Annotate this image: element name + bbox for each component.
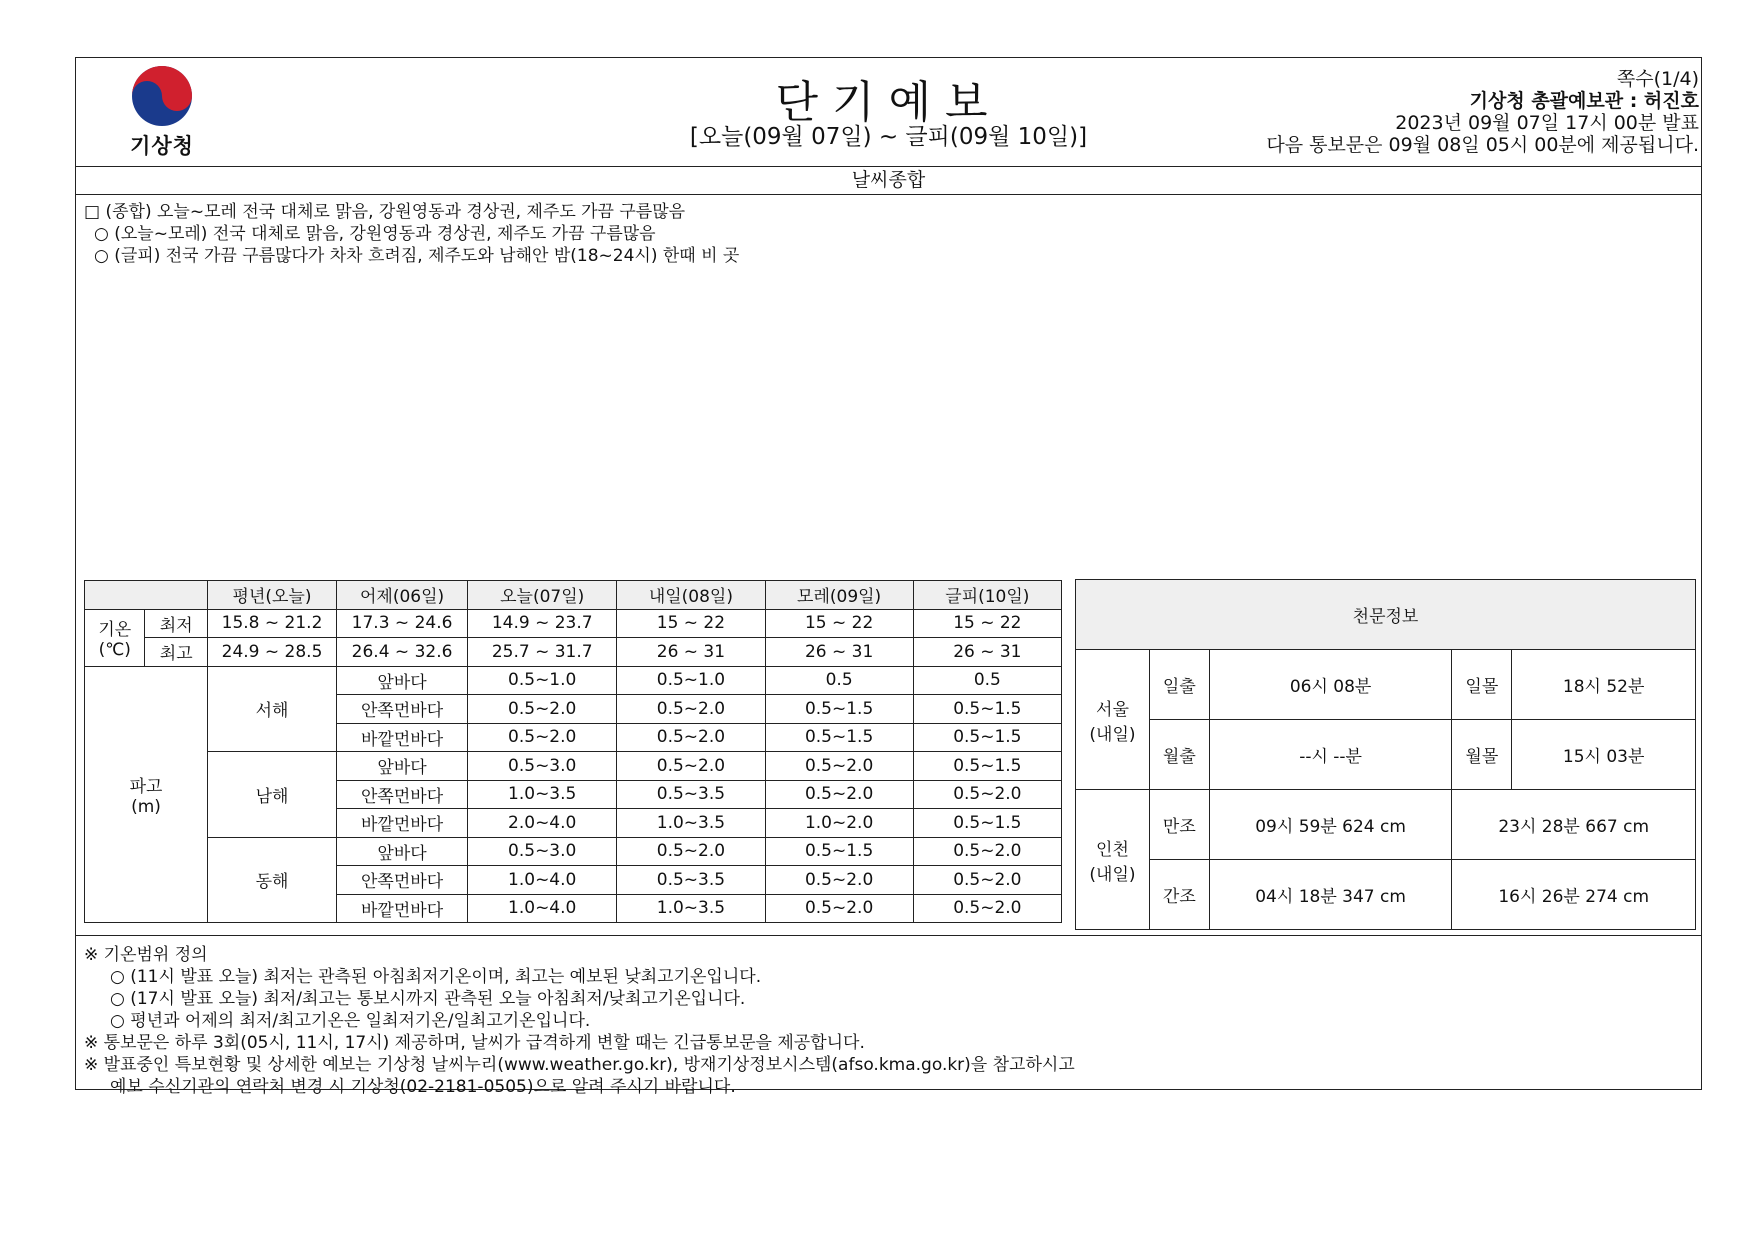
cell: 0.5~1.5 [765, 695, 913, 724]
document-frame [75, 57, 1702, 1097]
col-header: 평년(오늘) [207, 581, 336, 610]
table-row [85, 638, 1062, 667]
cell: 2.0~4.0 [468, 809, 617, 838]
zone-label: 안쪽먼바다 [337, 866, 468, 895]
table-header-row [85, 581, 1062, 610]
cell: 1.0~3.5 [617, 809, 765, 838]
low-tide-1: 04시 18분 347 cm [1209, 860, 1452, 930]
cell: 0.5~2.0 [765, 780, 913, 809]
summary-line: ○ (글피) 전국 가끔 구름많다가 차차 흐려짐, 제주도와 남해안 밤(18~24시) 한때 비 곳 [94, 246, 740, 266]
astro-table [1075, 579, 1696, 930]
zone-label: 앞바다 [337, 837, 468, 866]
page-subtitle: [오늘(09월 07일) ~ 글피(09월 10일)] [689, 124, 1088, 150]
issued-time: 2023년 09월 07일 17시 00분 발표 [1395, 112, 1699, 134]
cell: 1.0~4.0 [468, 894, 617, 923]
sea-name: 동해 [207, 837, 336, 923]
zone-label: 바깥먼바다 [337, 809, 468, 838]
wave-row [85, 752, 1062, 781]
cell: 14.9 ~ 23.7 [468, 609, 617, 638]
incheon-label: 인천 (내일) [1076, 790, 1150, 930]
cell: 0.5~2.0 [913, 894, 1061, 923]
cell: 26 ~ 31 [617, 638, 765, 667]
high-tide-2: 23시 28분 667 cm [1452, 790, 1696, 860]
cell: 1.0~3.5 [617, 894, 765, 923]
cell: 17.3 ~ 24.6 [337, 609, 468, 638]
temp-wave-table [84, 580, 1062, 923]
cell: 0.5~3.5 [617, 780, 765, 809]
cell: 26 ~ 31 [913, 638, 1061, 667]
cell: 0.5~3.0 [468, 837, 617, 866]
cell: 0.5~2.0 [765, 894, 913, 923]
page-title: 단기예보 [775, 77, 1002, 128]
cell: 0.5~2.0 [765, 752, 913, 781]
cell: 0.5~2.0 [617, 752, 765, 781]
cell: 0.5 [913, 666, 1061, 695]
cell: 15 ~ 22 [617, 609, 765, 638]
note-line: 예보 수신기관의 연락처 변경 시 기상청(02-2181-0505)으로 알려 주시기 바랍니다. [110, 1077, 736, 1097]
col-header: 글피(10일) [913, 581, 1061, 610]
zone-label: 안쪽먼바다 [337, 780, 468, 809]
sunrise-label: 일출 [1149, 650, 1209, 720]
cell: 26.4 ~ 32.6 [337, 638, 468, 667]
moonrise-value: --시 --분 [1209, 720, 1452, 790]
col-header: 모레(09일) [765, 581, 913, 610]
row-label: 최고 [145, 638, 208, 667]
header [76, 58, 1701, 167]
note-line: ※ 기온범위 정의 [84, 945, 208, 965]
cell: 0.5~1.5 [913, 752, 1061, 781]
moonset-label: 월몰 [1452, 720, 1512, 790]
cell: 0.5~1.0 [468, 666, 617, 695]
cell: 25.7 ~ 31.7 [468, 638, 617, 667]
cell: 1.0~2.0 [765, 809, 913, 838]
low-tide-2: 16시 26분 274 cm [1452, 860, 1696, 930]
note-line: ※ 발표중인 특보현황 및 상세한 예보는 기상청 날씨누리(www.weather.go.kr), 방재기상정보시스템(afso.kma.go.kr)을 참고하시고 [84, 1055, 1075, 1075]
issue-info [1266, 68, 1699, 156]
wave-row [85, 837, 1062, 866]
note-line: ○ 평년과 어제의 최저/최고기온은 일최저기온/일최고기온입니다. [110, 1011, 591, 1031]
cell: 0.5~2.0 [913, 780, 1061, 809]
row-label: 최저 [145, 609, 208, 638]
section-title: 날씨종합 [76, 166, 1701, 195]
zone-label: 안쪽먼바다 [337, 695, 468, 724]
cell: 0.5~2.0 [468, 695, 617, 724]
cell: 0.5~2.0 [617, 837, 765, 866]
cell: 1.0~4.0 [468, 866, 617, 895]
cell: 0.5~2.0 [765, 866, 913, 895]
sea-name: 서해 [207, 666, 336, 752]
cell: 0.5~2.0 [913, 866, 1061, 895]
weather-summary [84, 201, 739, 267]
cell: 15 ~ 22 [913, 609, 1061, 638]
cell: 0.5~1.5 [913, 723, 1061, 752]
col-header: 어제(06일) [337, 581, 468, 610]
cell: 26 ~ 31 [765, 638, 913, 667]
moonrise-label: 월출 [1149, 720, 1209, 790]
cell: 0.5~2.0 [617, 695, 765, 724]
zone-label: 바깥먼바다 [337, 723, 468, 752]
cell: 0.5 [765, 666, 913, 695]
summary-line: □ (종합) 오늘~모레 전국 대체로 맑음, 강원영동과 경상권, 제주도 가끔 구름많음 [84, 202, 686, 222]
logo-text: 기상청 [130, 134, 194, 158]
summary-line: ○ (오늘~모레) 전국 대체로 맑음, 강원영동과 경상권, 제주도 가끔 구름많음 [94, 224, 656, 244]
zone-label: 앞바다 [337, 752, 468, 781]
next-issue: 다음 통보문은 09월 08일 05시 00분에 제공됩니다. [1266, 134, 1699, 156]
cell: 0.5~2.0 [913, 837, 1061, 866]
col-header: 오늘(07일) [468, 581, 617, 610]
note-line: ※ 통보문은 하루 3회(05시, 11시, 17시) 제공하며, 날씨가 급격하게 변할 때는 긴급통보문을 제공합니다. [84, 1033, 865, 1053]
cell: 0.5~1.5 [765, 837, 913, 866]
cell: 0.5~3.5 [617, 866, 765, 895]
astro-title: 천문정보 [1076, 580, 1696, 650]
high-tide-label: 만조 [1149, 790, 1209, 860]
wave-body [85, 666, 1062, 923]
forecaster: 기상청 총괄예보관 : 허진호 [1469, 90, 1699, 112]
high-tide-1: 09시 59분 624 cm [1209, 790, 1452, 860]
cell: 0.5~3.0 [468, 752, 617, 781]
note-line: ○ (11시 발표 오늘) 최저는 관측된 아침최저기온이며, 최고는 예보된 낮최고기온입니다. [110, 967, 762, 987]
note-line: ○ (17시 발표 오늘) 최저/최고는 통보시까지 관측된 오늘 아침최저/낮최고기온입니다. [110, 989, 746, 1009]
zone-label: 바깥먼바다 [337, 894, 468, 923]
moonset-value: 15시 03분 [1512, 720, 1696, 790]
table-row [85, 609, 1062, 638]
sea-name: 남해 [207, 752, 336, 838]
wave-row [85, 666, 1062, 695]
cell: 0.5~1.0 [617, 666, 765, 695]
cell: 24.9 ~ 28.5 [207, 638, 336, 667]
sunset-label: 일몰 [1452, 650, 1512, 720]
cell: 1.0~3.5 [468, 780, 617, 809]
temp-group-label: 기온 (℃) [85, 609, 145, 666]
cell: 0.5~2.0 [617, 723, 765, 752]
cell: 15.8 ~ 21.2 [207, 609, 336, 638]
seoul-label: 서울 (내일) [1076, 650, 1150, 790]
cell: 15 ~ 22 [765, 609, 913, 638]
col-header: 내일(08일) [617, 581, 765, 610]
wave-group-label: 파고 (m) [85, 666, 208, 923]
page-number: 쪽수(1/4) [1616, 68, 1699, 90]
cell: 0.5~2.0 [468, 723, 617, 752]
cell: 0.5~1.5 [913, 695, 1061, 724]
zone-label: 앞바다 [337, 666, 468, 695]
sunset-value: 18시 52분 [1512, 650, 1696, 720]
footnotes [76, 935, 1701, 1098]
corner-cell [85, 581, 208, 610]
cell: 0.5~1.5 [765, 723, 913, 752]
low-tide-label: 간조 [1149, 860, 1209, 930]
cell: 0.5~1.5 [913, 809, 1061, 838]
sunrise-value: 06시 08분 [1209, 650, 1452, 720]
